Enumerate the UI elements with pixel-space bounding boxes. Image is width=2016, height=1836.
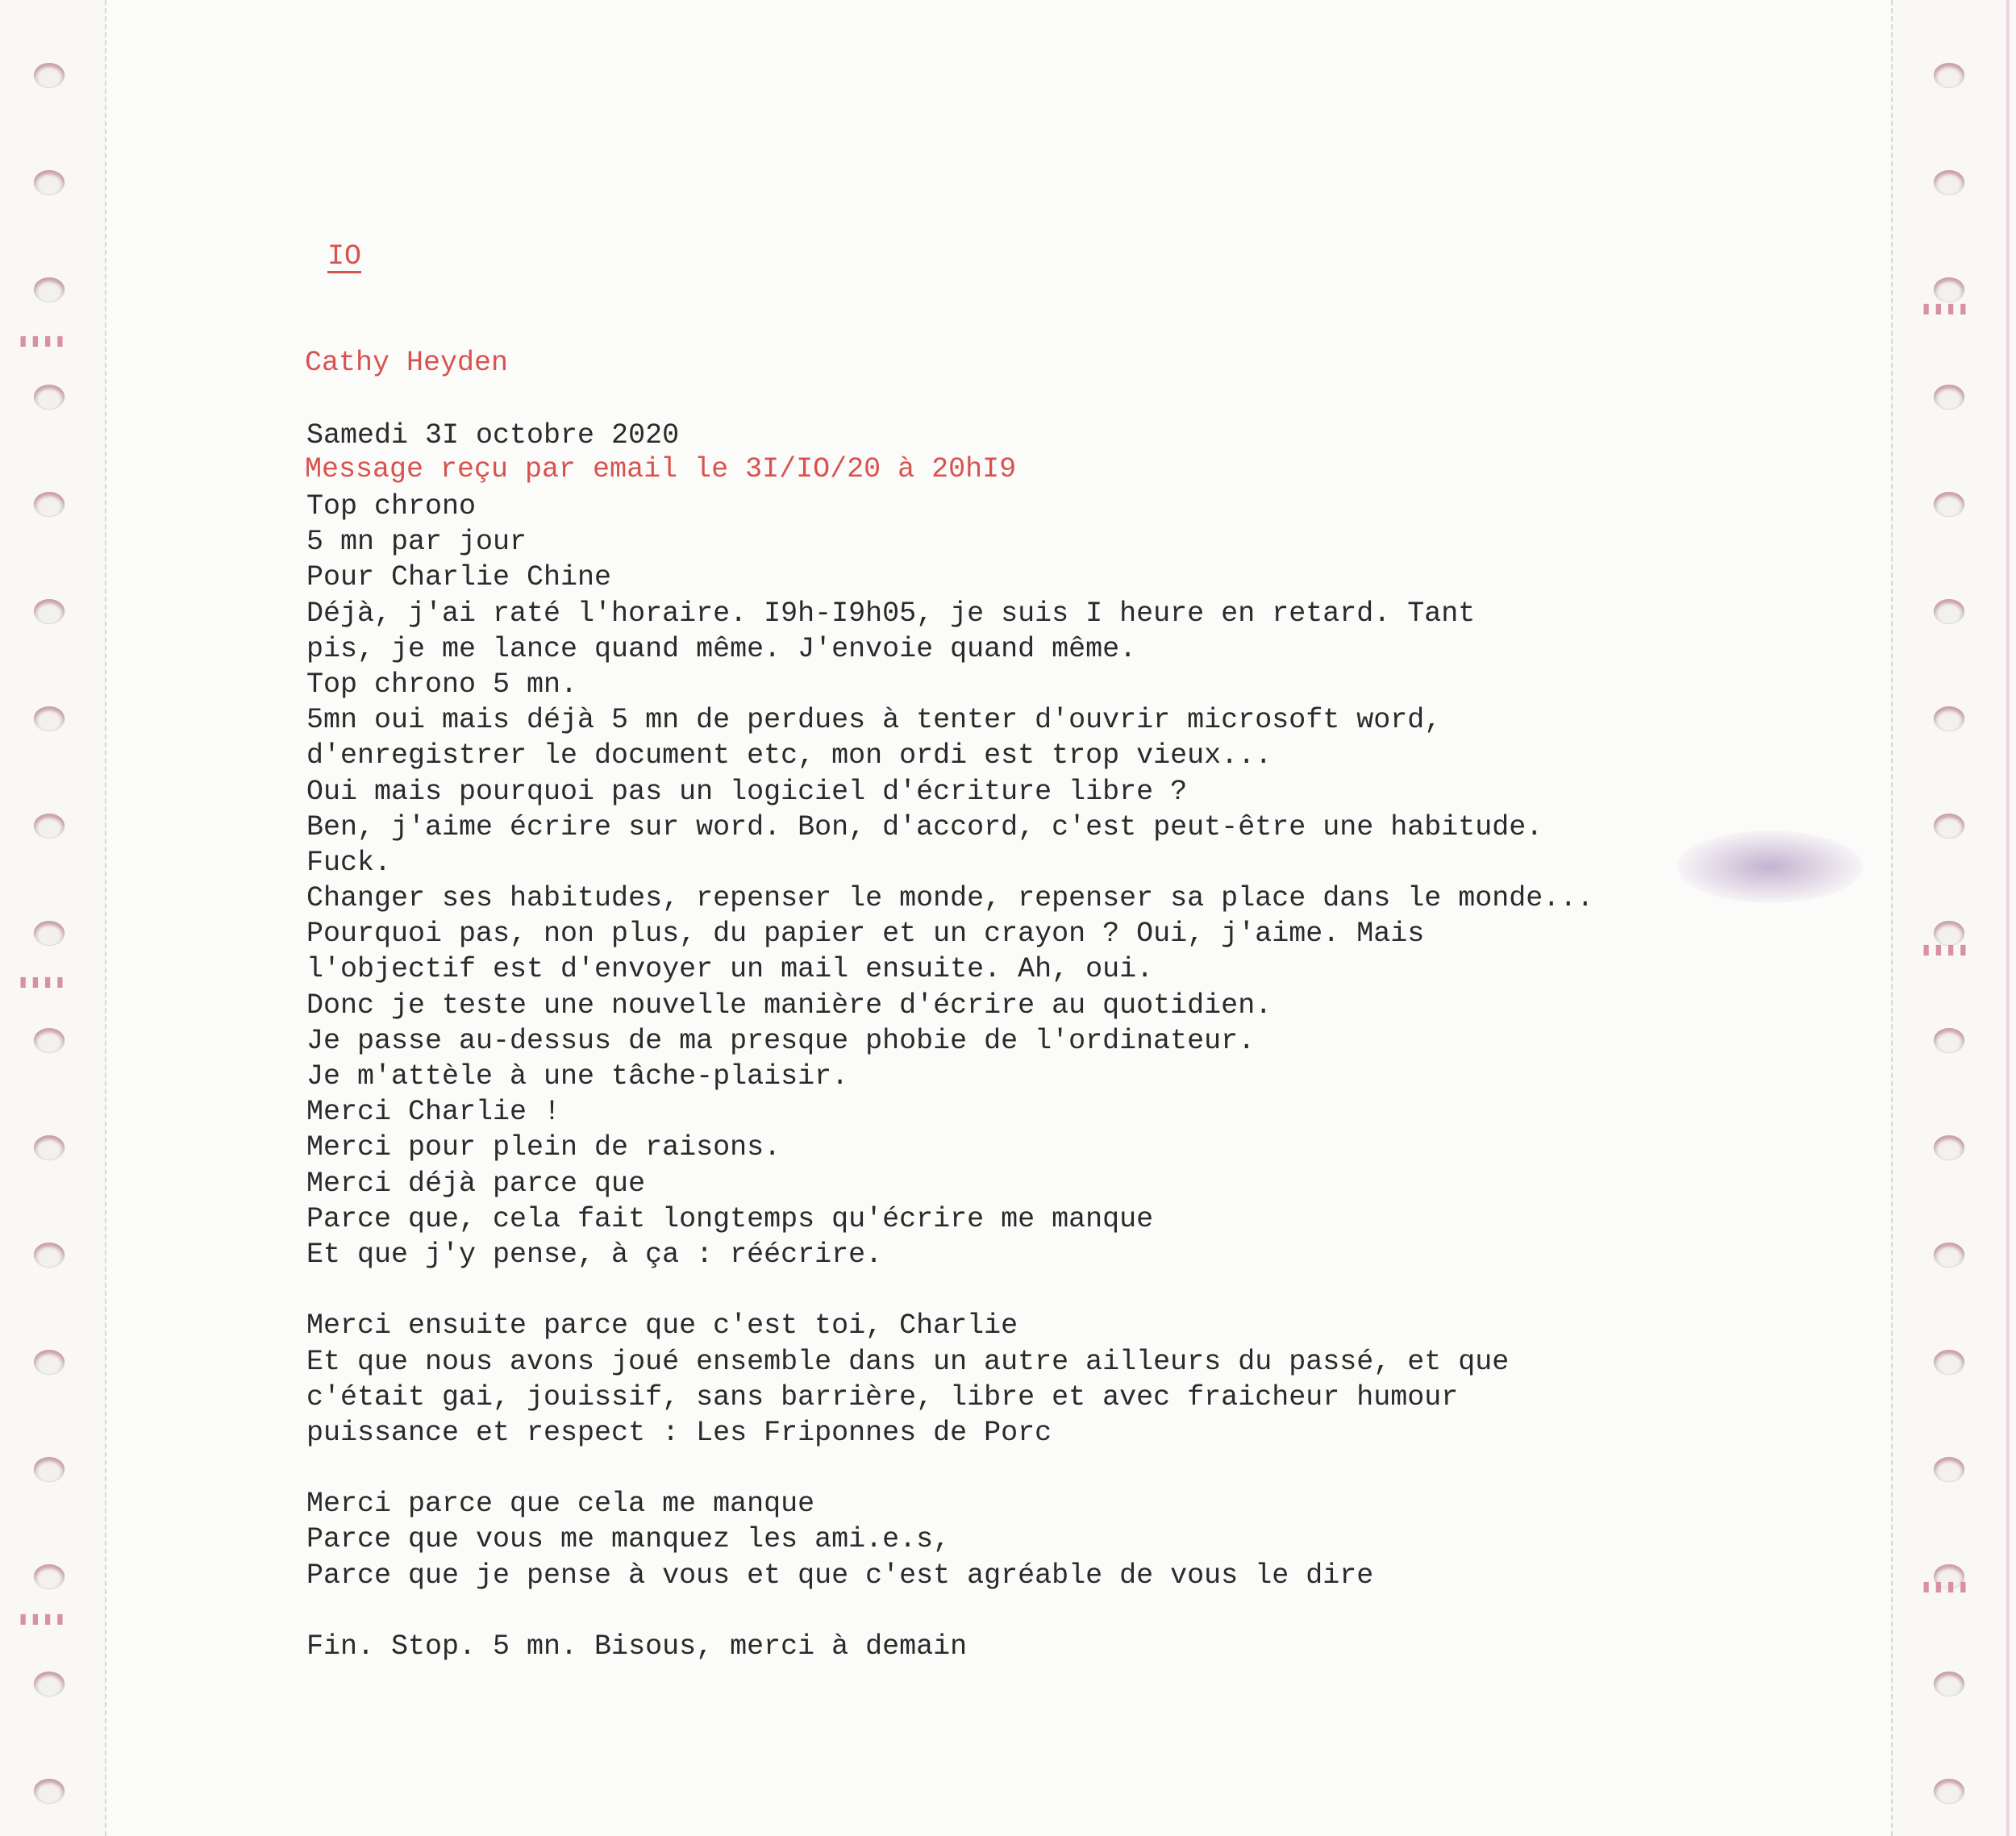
letter-line: Parce que, cela fait longtemps qu'écrire me manque <box>306 1202 1154 1235</box>
right-feed-hole <box>1934 1350 1964 1374</box>
right-feed-hole <box>1934 1135 1964 1159</box>
left-feed-hole <box>34 385 65 409</box>
letter-line: Top chrono <box>306 490 477 522</box>
left-feed-hole <box>34 921 65 945</box>
blank-line <box>306 1593 1887 1629</box>
letter-line: Parce que vous me manquez les ami.e.s, <box>306 1523 951 1556</box>
right-feed-hole <box>1934 706 1964 731</box>
right-feed-hole <box>1934 814 1964 838</box>
right-feed-hole <box>1934 1457 1964 1481</box>
letter-line: d'enregistrer le document etc, mon ordi est trop vieux... <box>306 739 1272 772</box>
letter-line: Oui mais pourquoi pas un logiciel d'écriture libre ? <box>306 775 1188 808</box>
letter-line: Merci déjà parce que <box>306 1167 646 1200</box>
letter-line: pis, je me lance quand même. J'envoie quand même. <box>306 632 1137 665</box>
left-feed-hole <box>34 1672 65 1696</box>
perforation-mark: ▮▮▮▮ <box>18 1609 67 1629</box>
letter-line: Merci parce que cela me manque <box>306 1488 815 1521</box>
left-feed-hole <box>34 1457 65 1481</box>
left-feed-hole <box>34 1243 65 1267</box>
left-feed-hole <box>34 170 65 194</box>
letter-line: Parce que je pense à vous et que c'est agréable de vous le dire <box>306 1559 1374 1592</box>
left-feed-hole <box>34 1028 65 1052</box>
right-tractor-feed-strip <box>1891 0 2016 1836</box>
left-feed-hole <box>34 599 65 623</box>
letter-line: l'objectif est d'envoyer un mail ensuite. Ah, oui. <box>306 953 1154 986</box>
author-name: Cathy Heyden <box>305 347 509 379</box>
left-feed-hole <box>34 1564 65 1588</box>
left-feed-hole <box>34 1779 65 1803</box>
letter-line: Déjà, j'ai raté l'horaire. I9h-I9h05, je suis I heure en retard. Tant <box>306 597 1476 630</box>
perforation-mark: ▮▮▮▮ <box>1921 298 1970 318</box>
left-feed-hole <box>34 492 65 516</box>
letter-line: Je passe au-dessus de ma presque phobie de l'ordinateur. <box>306 1024 1256 1057</box>
letter-line: Pour Charlie Chine <box>306 561 612 594</box>
right-feed-hole <box>1934 1672 1964 1696</box>
letter-line: Et que nous avons joué ensemble dans un autre ailleurs du passé, et que <box>306 1345 1510 1378</box>
right-feed-hole <box>1934 63 1964 87</box>
letter-number: IO <box>327 240 362 273</box>
blank-line <box>306 1451 1887 1486</box>
right-feed-hole <box>1934 170 1964 194</box>
letter-date: Samedi 3I octobre 2020 <box>306 419 680 452</box>
letter-line: Je m'attèle à une tâche-plaisir. <box>306 1060 849 1093</box>
right-feed-hole <box>1934 1243 1964 1267</box>
right-feed-hole <box>1934 1779 1964 1803</box>
right-feed-hole <box>1934 385 1964 409</box>
letter-line: Ben, j'aime écrire sur word. Bon, d'accord, c'est peut-être une habitude. <box>306 810 1543 843</box>
perforation-mark: ▮▮▮▮ <box>18 972 67 992</box>
right-paper-edge <box>2006 0 2010 1836</box>
blank-line <box>306 1272 1887 1308</box>
right-feed-hole <box>1934 599 1964 623</box>
letter-line: Merci ensuite parce que c'est toi, Charlie <box>306 1309 1018 1343</box>
letter-line: 5 mn par jour <box>306 526 527 559</box>
left-tractor-feed-strip <box>0 0 106 1836</box>
letter-line: Top chrono 5 mn. <box>306 668 578 701</box>
perforation-mark: ▮▮▮▮ <box>18 331 67 351</box>
right-feed-hole <box>1934 1028 1964 1052</box>
letter-line: Donc je teste une nouvelle manière d'écrire au quotidien. <box>306 989 1272 1022</box>
right-feed-hole <box>1934 492 1964 516</box>
letter-line: Changer ses habitudes, repenser le monde, repenser sa place dans le monde... <box>306 882 1594 915</box>
letter-line: Merci Charlie ! <box>306 1096 561 1129</box>
perforation-mark: ▮▮▮▮ <box>1921 939 1970 960</box>
letter-line: 5mn oui mais déjà 5 mn de perdues à tenter d'ouvrir microsoft word, <box>306 704 1442 737</box>
received-note: Message reçu par email le 3I/IO/20 à 20hI9 <box>305 453 1017 485</box>
left-feed-hole <box>34 1350 65 1374</box>
left-feed-hole <box>34 63 65 87</box>
letter-line: Fuck. <box>306 846 392 879</box>
letter-line: Merci pour plein de raisons. <box>306 1131 781 1164</box>
letter-body <box>306 489 1887 1664</box>
letter-line: Et que j'y pense, à ça : réécrire. <box>306 1238 883 1271</box>
left-feed-hole <box>34 706 65 731</box>
perforation-mark: ▮▮▮▮ <box>1921 1576 1970 1597</box>
left-feed-hole <box>34 1135 65 1159</box>
letter-line: Fin. Stop. 5 mn. Bisous, merci à demain <box>306 1630 968 1663</box>
left-feed-hole <box>34 277 65 302</box>
letter-line: c'était gai, jouissif, sans barrière, libre et avec fraicheur humour <box>306 1380 1459 1413</box>
letter-line: Pourquoi pas, non plus, du papier et un crayon ? Oui, j'aime. Mais <box>306 918 1425 951</box>
letter-line: puissance et respect : Les Friponnes de Porc <box>306 1416 1052 1449</box>
left-feed-hole <box>34 814 65 838</box>
